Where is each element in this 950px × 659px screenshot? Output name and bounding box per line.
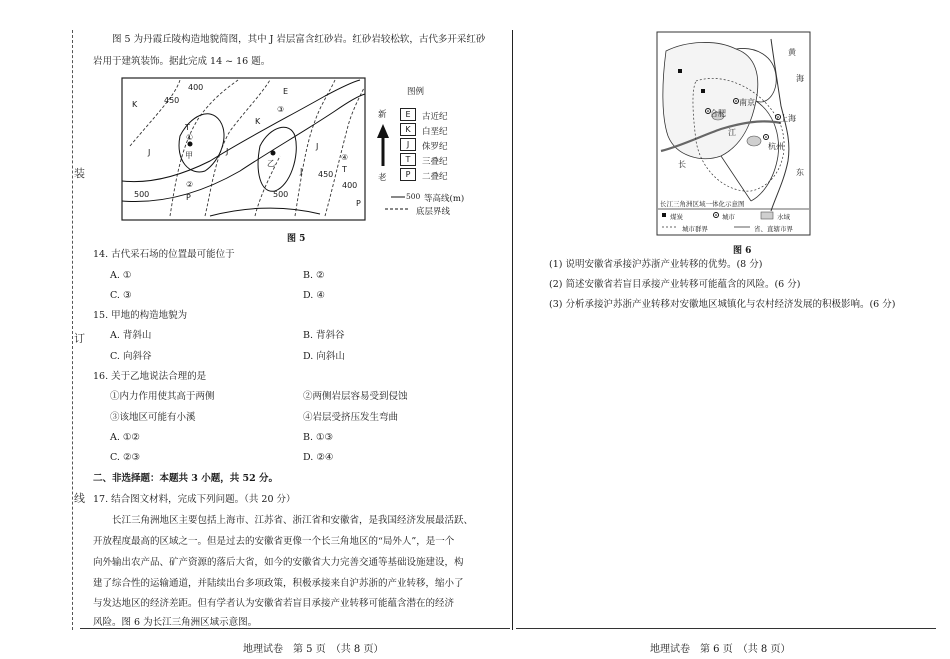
q16-statement-2: ②两侧岩层容易受到侵蚀 (303, 391, 408, 402)
map-label-c3: ③ (277, 105, 285, 114)
q15-option-c[interactable]: C. 向斜谷 (110, 351, 152, 362)
q17-part-2: (2) 简述安徽省若盲目承接产业转移可能蕴含的风险。(6 分) (549, 279, 801, 290)
fig6-legend-water: 水域 (777, 213, 790, 221)
q15-option-b[interactable]: B. 背斜谷 (303, 330, 345, 341)
fig5-south: 老 (378, 173, 387, 183)
intro-line-1: 图 5 为丹霞丘陵构造地貌简图，其中 J 岩层富含红砂岩。红砂岩较松软，古代多开采红砂 (112, 34, 486, 45)
fig6-title: 长江三角洲区域一体化示意图 (660, 200, 745, 208)
legend-contour-sample: 500 (406, 192, 421, 201)
q16-option-b[interactable]: B. ①③ (303, 432, 334, 443)
q14-option-b[interactable]: B. ② (303, 270, 325, 281)
binding-dashed-line (72, 30, 73, 630)
q16-statement-4: ④岩层受挤压发生弯曲 (303, 412, 399, 423)
q17-paragraph-line-5: 与发达地区的经济差距。但有学者认为安徽省若盲目承接产业转移可能蕴含潜在的经济 (93, 598, 455, 609)
map-label-c1: ① (186, 133, 194, 142)
page-divider (512, 30, 513, 630)
binding-char-zhuang: 装 (74, 167, 85, 180)
q14-option-a[interactable]: A. ① (110, 270, 132, 281)
q16-option-c[interactable]: C. ②③ (110, 452, 141, 463)
q16-option-d[interactable]: D. ②④ (303, 452, 334, 463)
fig6-legend-city: 城市 (722, 213, 735, 221)
section-2-heading: 二、非选择题：本题共 3 小题，共 52 分。 (93, 473, 279, 484)
legend-contour: 等高线(m) (424, 194, 465, 204)
fig6-label-dong: 东 (796, 168, 804, 177)
q16-option-a[interactable]: A. ①② (110, 432, 140, 443)
map-label-t2: T (342, 165, 347, 174)
fig5-north: 新 (378, 110, 387, 120)
legend-boundary: 底层界线 (416, 207, 451, 217)
map-label-k1: K (132, 100, 138, 109)
map-label-e: E (283, 87, 289, 96)
q17-paragraph-line-3: 向外输出农产品、矿产资源的落后大省，如今的安徽省大力完善交通等基础设施建设，构 (93, 557, 464, 568)
map-label-500a: 500 (134, 190, 150, 199)
left-page-footer: 地理试卷 第 5 页 （共 8 页） (243, 644, 384, 655)
q16-statement-3: ③该地区可能有小溪 (110, 412, 196, 423)
legend-name-j: 侏罗纪 (422, 142, 448, 152)
map-label-p1: P (186, 193, 191, 202)
figure-5 (120, 76, 465, 222)
figure-6-caption: 图 6 (733, 246, 752, 256)
legend-code-t: T (400, 153, 416, 166)
legend-code-k: K (400, 123, 416, 136)
intro-line-2: 岩用于建筑装饰。据此完成 14 ~ 16 题。 (93, 56, 271, 67)
left-bottom-rule (80, 628, 510, 629)
fig6-label-hangzhou: 杭州 (768, 142, 784, 151)
map-label-450b: 450 (318, 170, 334, 179)
fig6-label-shanghai: 上海 (780, 114, 796, 123)
map-label-c2: ② (186, 180, 194, 189)
figure-6 (656, 31, 812, 236)
legend-code-j: J (400, 138, 416, 151)
fig6-label-huang: 黄 (788, 48, 796, 57)
q14-option-c[interactable]: C. ③ (110, 290, 132, 301)
map-label-t1: T (185, 123, 190, 132)
fig6-label-nanjing: 南京 (739, 98, 755, 107)
figure-5-caption: 图 5 (287, 234, 306, 244)
map-label-500b: 500 (273, 190, 289, 199)
right-bottom-rule (516, 628, 936, 629)
binding-char-xian: 线 (74, 492, 85, 505)
q16-statement-1: ①内力作用使其高于两侧 (110, 391, 215, 402)
fig6-label-chang: 长 (678, 160, 686, 169)
legend-name-e: 古近纪 (422, 112, 448, 122)
q17-part-1: (1) 说明安徽省承接沪苏浙产业转移的优势。(8 分) (549, 259, 763, 270)
right-page-footer: 地理试卷 第 6 页 （共 8 页） (650, 644, 791, 655)
map-label-j3: J (300, 167, 303, 176)
map-label-400b: 400 (342, 181, 358, 190)
fig6-label-jiang: 江 (728, 128, 736, 137)
q17-paragraph-line-1: 长江三角洲地区主要包括上海市、江苏省、浙江省和安徽省，是我国经济发展最活跃、 (112, 515, 474, 526)
fig6-legend-coal: 煤炭 (670, 213, 683, 221)
q17-part-3: (3) 分析承接沪苏浙产业转移对安徽地区城镇化与农村经济发展的积极影响。(6 分) (549, 299, 896, 310)
legend-name-p: 二叠纪 (422, 172, 448, 182)
map-label-k2: K (255, 117, 261, 126)
q15-stem: 15. 甲地的构造地貌为 (93, 310, 188, 321)
fig6-label-hai: 海 (796, 74, 804, 83)
map-label-450a: 450 (164, 96, 180, 105)
map-label-400a: 400 (188, 83, 204, 92)
legend-name-k: 白垩纪 (422, 127, 448, 137)
q15-option-a[interactable]: A. 背斜山 (110, 330, 152, 341)
q14-option-d[interactable]: D. ④ (303, 290, 325, 301)
map-label-yi: 乙 (267, 159, 275, 168)
fig6-legend-boundary: 省、直辖市界 (754, 225, 793, 233)
legend-code-p: P (400, 168, 416, 181)
q16-stem: 16. 关于乙地说法合理的是 (93, 371, 207, 382)
fig6-label-hefei: 合肥 (710, 109, 726, 118)
map-label-jia: 甲 (185, 151, 193, 160)
fig6-legend-group: 城市群界 (682, 225, 708, 233)
map-label-c4: ④ (341, 153, 349, 162)
map-label-p2: P (356, 199, 361, 208)
q17-paragraph-line-2: 开放程度最高的区域之一。但是过去的安徽省更像一个长三角地区的“局外人”，是一个 (93, 536, 455, 547)
legend-name-t: 三叠纪 (422, 157, 448, 167)
q17-stem: 17. 结合图文材料，完成下列问题。（共 20 分） (93, 494, 296, 505)
map-label-j4: J (316, 142, 319, 151)
legend-code-e: E (400, 108, 416, 121)
map-label-j2: J (226, 147, 229, 156)
map-label-j1: J (148, 148, 151, 157)
binding-char-ding: 订 (74, 332, 85, 345)
q17-paragraph-line-6: 风险。图 6 为长江三角洲区域示意图。 (93, 617, 258, 628)
q17-paragraph-line-4: 建了综合性的运输通道，并陆续出台多项政策，积极承接来自沪苏浙的产业转移，缩小了 (93, 578, 464, 589)
q14-stem: 14. 古代采石场的位置最可能位于 (93, 249, 235, 260)
fig5-legend-title: 图例 (407, 87, 425, 97)
q15-option-d[interactable]: D. 向斜山 (303, 351, 345, 362)
